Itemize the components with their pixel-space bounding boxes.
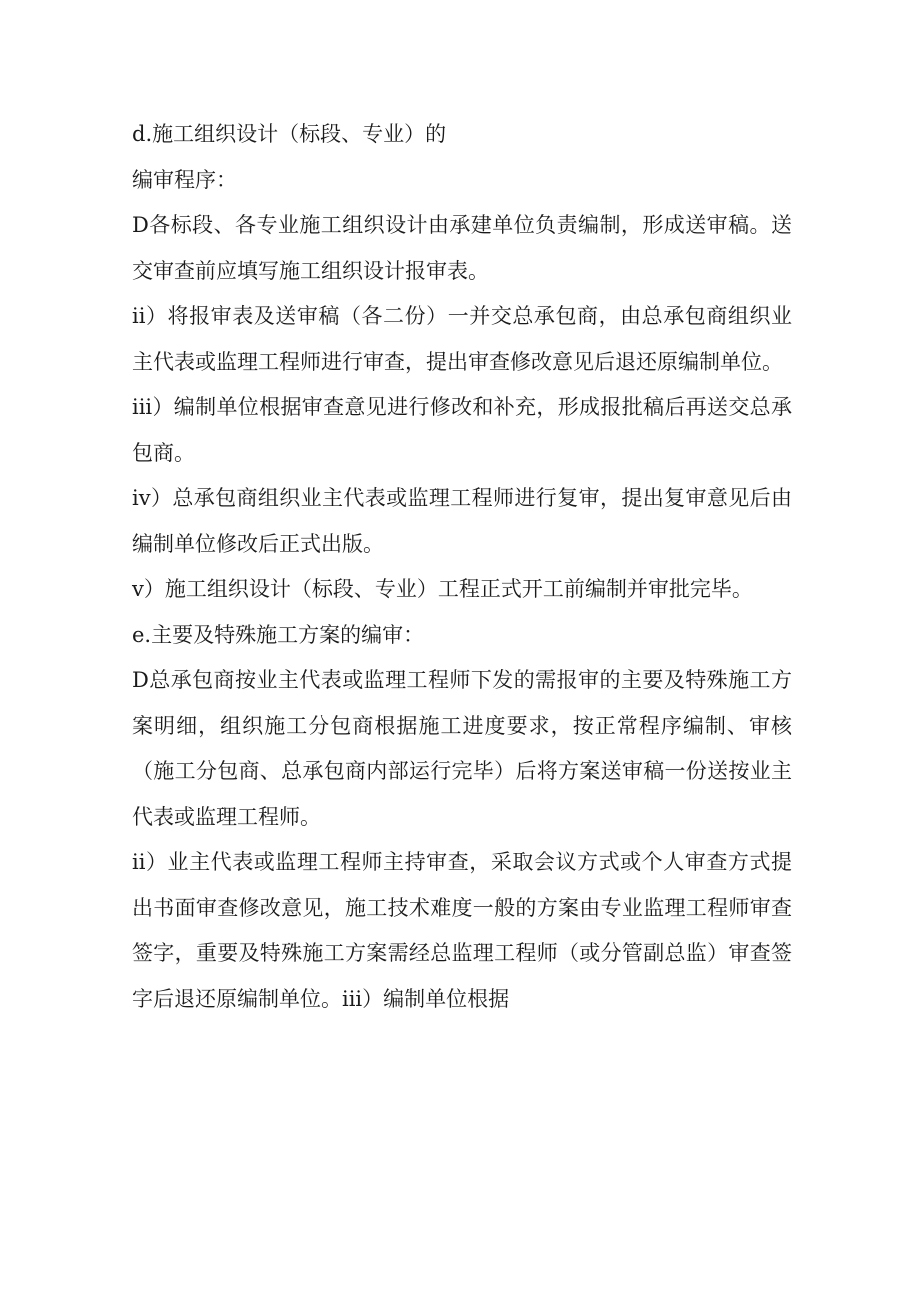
paragraph-d-iii: iii）编制单位根据审查意见进行修改和补充，形成报批稿后再送交总承包商。 xyxy=(132,395,792,465)
section-heading-d: d.施工组织设计（标段、专业）的 xyxy=(132,122,447,146)
paragraph-d-ii: ii）将报审表及送审稿（各二份）一并交总承包商，由总承包商组织业主代表或监理工程师进行审查，提出审查修改意见后退还原编制单位。 xyxy=(132,304,792,374)
paragraph-d-v: v）施工组织设计（标段、专业）工程正式开工前编制并审批完毕。 xyxy=(132,577,753,601)
paragraph-d-i: D各标段、各专业施工组织设计由承建单位负责编制，形成送审稿。送交审查前应填写施工组织设计报审表。 xyxy=(132,213,792,283)
paragraph-e-i: D总承包商按业主代表或监理工程师下发的需报审的主要及特殊施工方案明细，组织施工分包商根据施工进度要求，按正常程序编制、审核（施工分包商、总承包商内部运行完毕）后将方案送审稿一份送按业主代表或监理工程师。 xyxy=(132,668,792,829)
paragraph-d-iv: iv）总承包商组织业主代表或监理工程师进行复审，提出复审意见后由编制单位修改后正式出版。 xyxy=(132,486,792,556)
section-heading-e: e.主要及特殊施工方案的编审： xyxy=(132,622,425,647)
paragraph-e-ii: ii）业主代表或监理工程师主持审查，采取会议方式或个人审查方式提出书面审查修改意见，施工技术难度一般的方案由专业监理工程师审查签字，重要及特殊施工方案需经总监理工程师（或分管副总监）审查签字后退还原编制单位。iii）编制单位根据 xyxy=(132,850,792,1011)
document-body xyxy=(132,112,792,1022)
section-heading-d-continued: 编审程序： xyxy=(132,167,237,192)
